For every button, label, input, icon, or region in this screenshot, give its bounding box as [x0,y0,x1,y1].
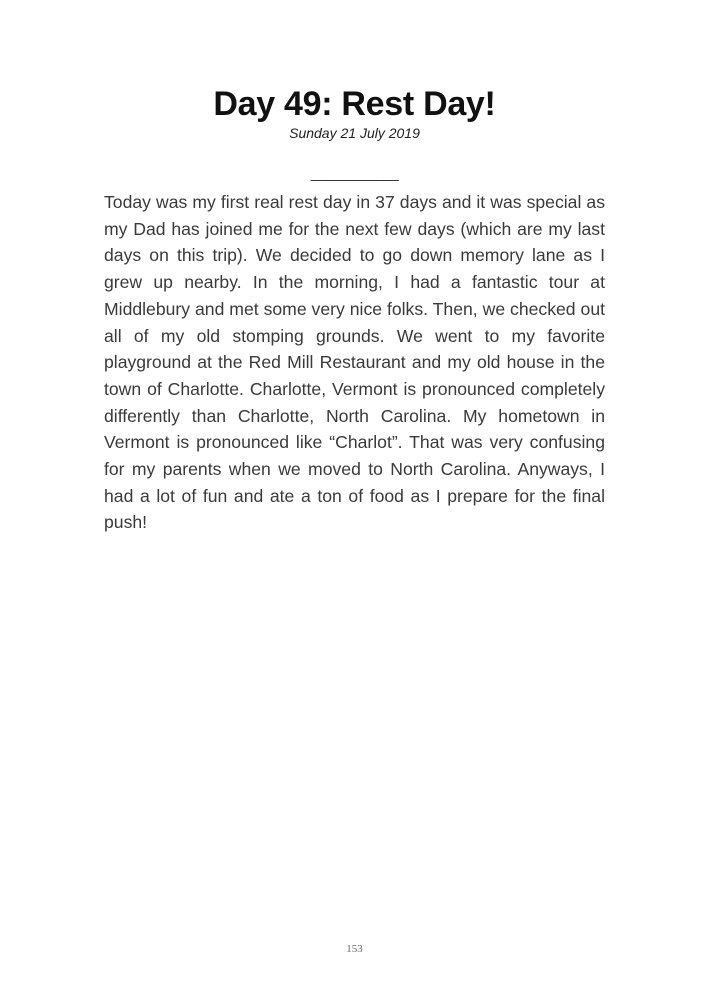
page-number: 153 [346,943,363,955]
page-title: Day 49: Rest Day! [213,85,496,123]
title-separator: ____________ [310,165,399,181]
entry-date: Sunday 21 July 2019 [289,125,420,141]
body-paragraph: Today was my first real rest day in 37 days and it was special as my Dad has joined me for the next few days (which are my last days on this trip). We decided to go down memory lane as I grew up nearby. In the morning, I had a fantastic tour at Middlebury and met some very nice folks. Then, we checked out all of my old stomping grounds. We went to my favorite playground at the Red Mill Restaurant and my old house in the town of Charlotte. Charlotte, Vermont is pronounced completely differently than Charlotte, North Carolina. My hometown in Vermont is pronounced like “Charlot”. That was very confusing for my parents when we moved to North Carolina. Anyways, I had a lot of fun and ate a ton of food as I prepare for the final push! [104,192,605,533]
